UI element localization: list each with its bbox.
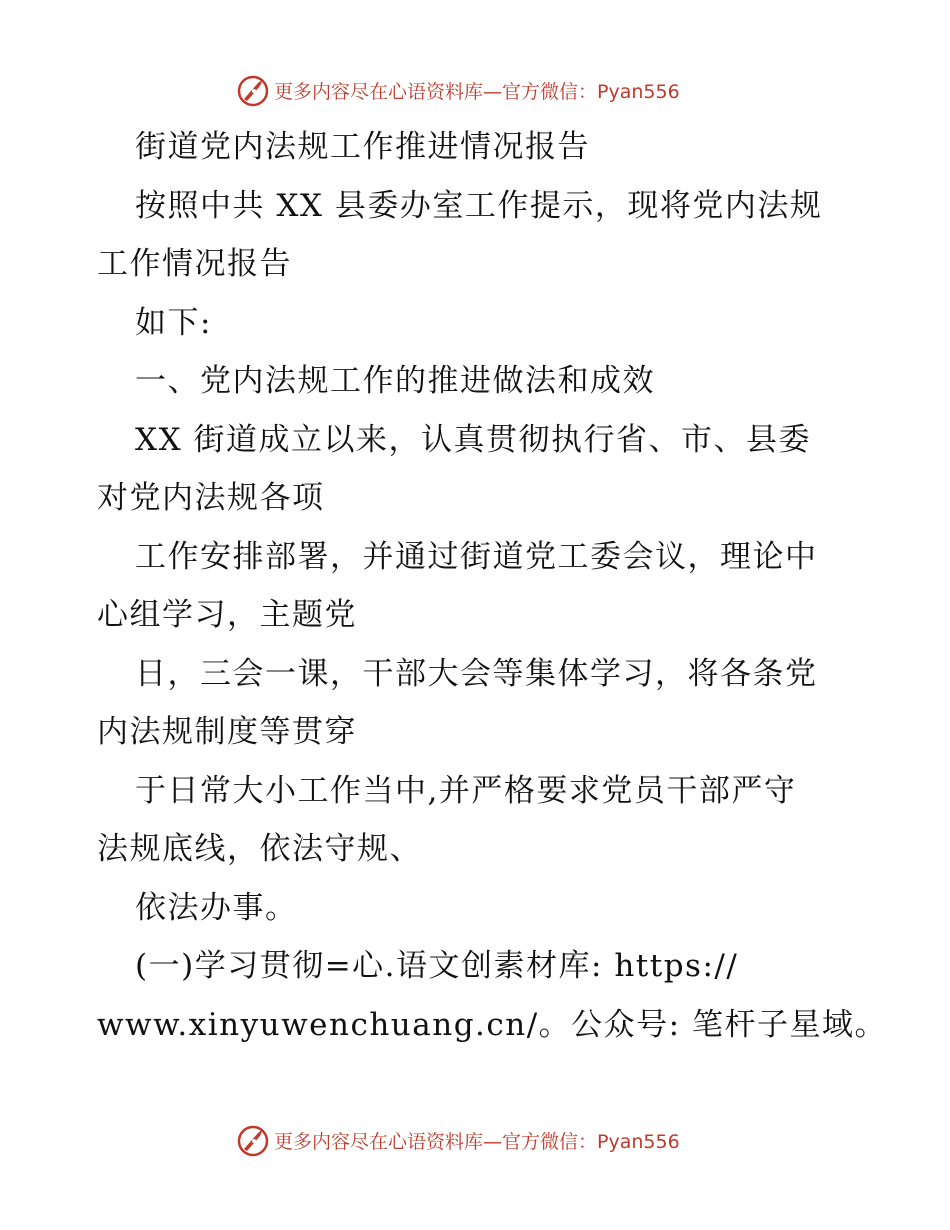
text-line: www.xinyuwenchuang.cn/。公众号: 笔杆子星域。: [97, 1006, 887, 1043]
text-line: 内法规制度等贯穿: [97, 714, 357, 750]
banner-text: 更多内容尽在心语资料库—官方微信：Pyan556: [274, 80, 680, 103]
text-line: 如下:: [135, 304, 212, 341]
text-line: 日，三会一课，干部大会等集体学习，将各条党: [135, 655, 818, 692]
text-line: 街道党内法规工作推进情况报告: [135, 129, 590, 165]
footer-banner: [236, 1122, 680, 1158]
pen-nib-logo-icon: [236, 1123, 270, 1157]
text-line: 于日常大小工作当中,并严格要求党员干部严守: [135, 772, 797, 809]
text-line: XX 街道成立以来，认真贯彻执行省、市、县委: [135, 421, 811, 458]
text-line: (一)学习贯彻=心.语文创素材库: https://: [135, 948, 739, 984]
text-line: 依法办事。: [135, 889, 298, 926]
header-banner: [236, 72, 680, 108]
text-line: 心组学习，主题党: [97, 597, 357, 633]
banner-text: 更多内容尽在心语资料库—官方微信：Pyan556: [274, 1130, 680, 1153]
text-line: 工作安排部署，并通过街道党工委会议，理论中: [135, 538, 818, 575]
document-body: [97, 118, 887, 1054]
text-line: 一、党内法规工作的推进做法和成效: [135, 363, 655, 399]
text-line: 对党内法规各项: [97, 480, 325, 516]
text-line: 法规底线，依法守规、: [97, 831, 422, 867]
pen-nib-logo-icon: [236, 73, 270, 107]
text-line: 工作情况报告: [97, 246, 292, 282]
text-line: 按照中共 XX 县委办室工作提示，现将党内法规: [135, 187, 823, 224]
